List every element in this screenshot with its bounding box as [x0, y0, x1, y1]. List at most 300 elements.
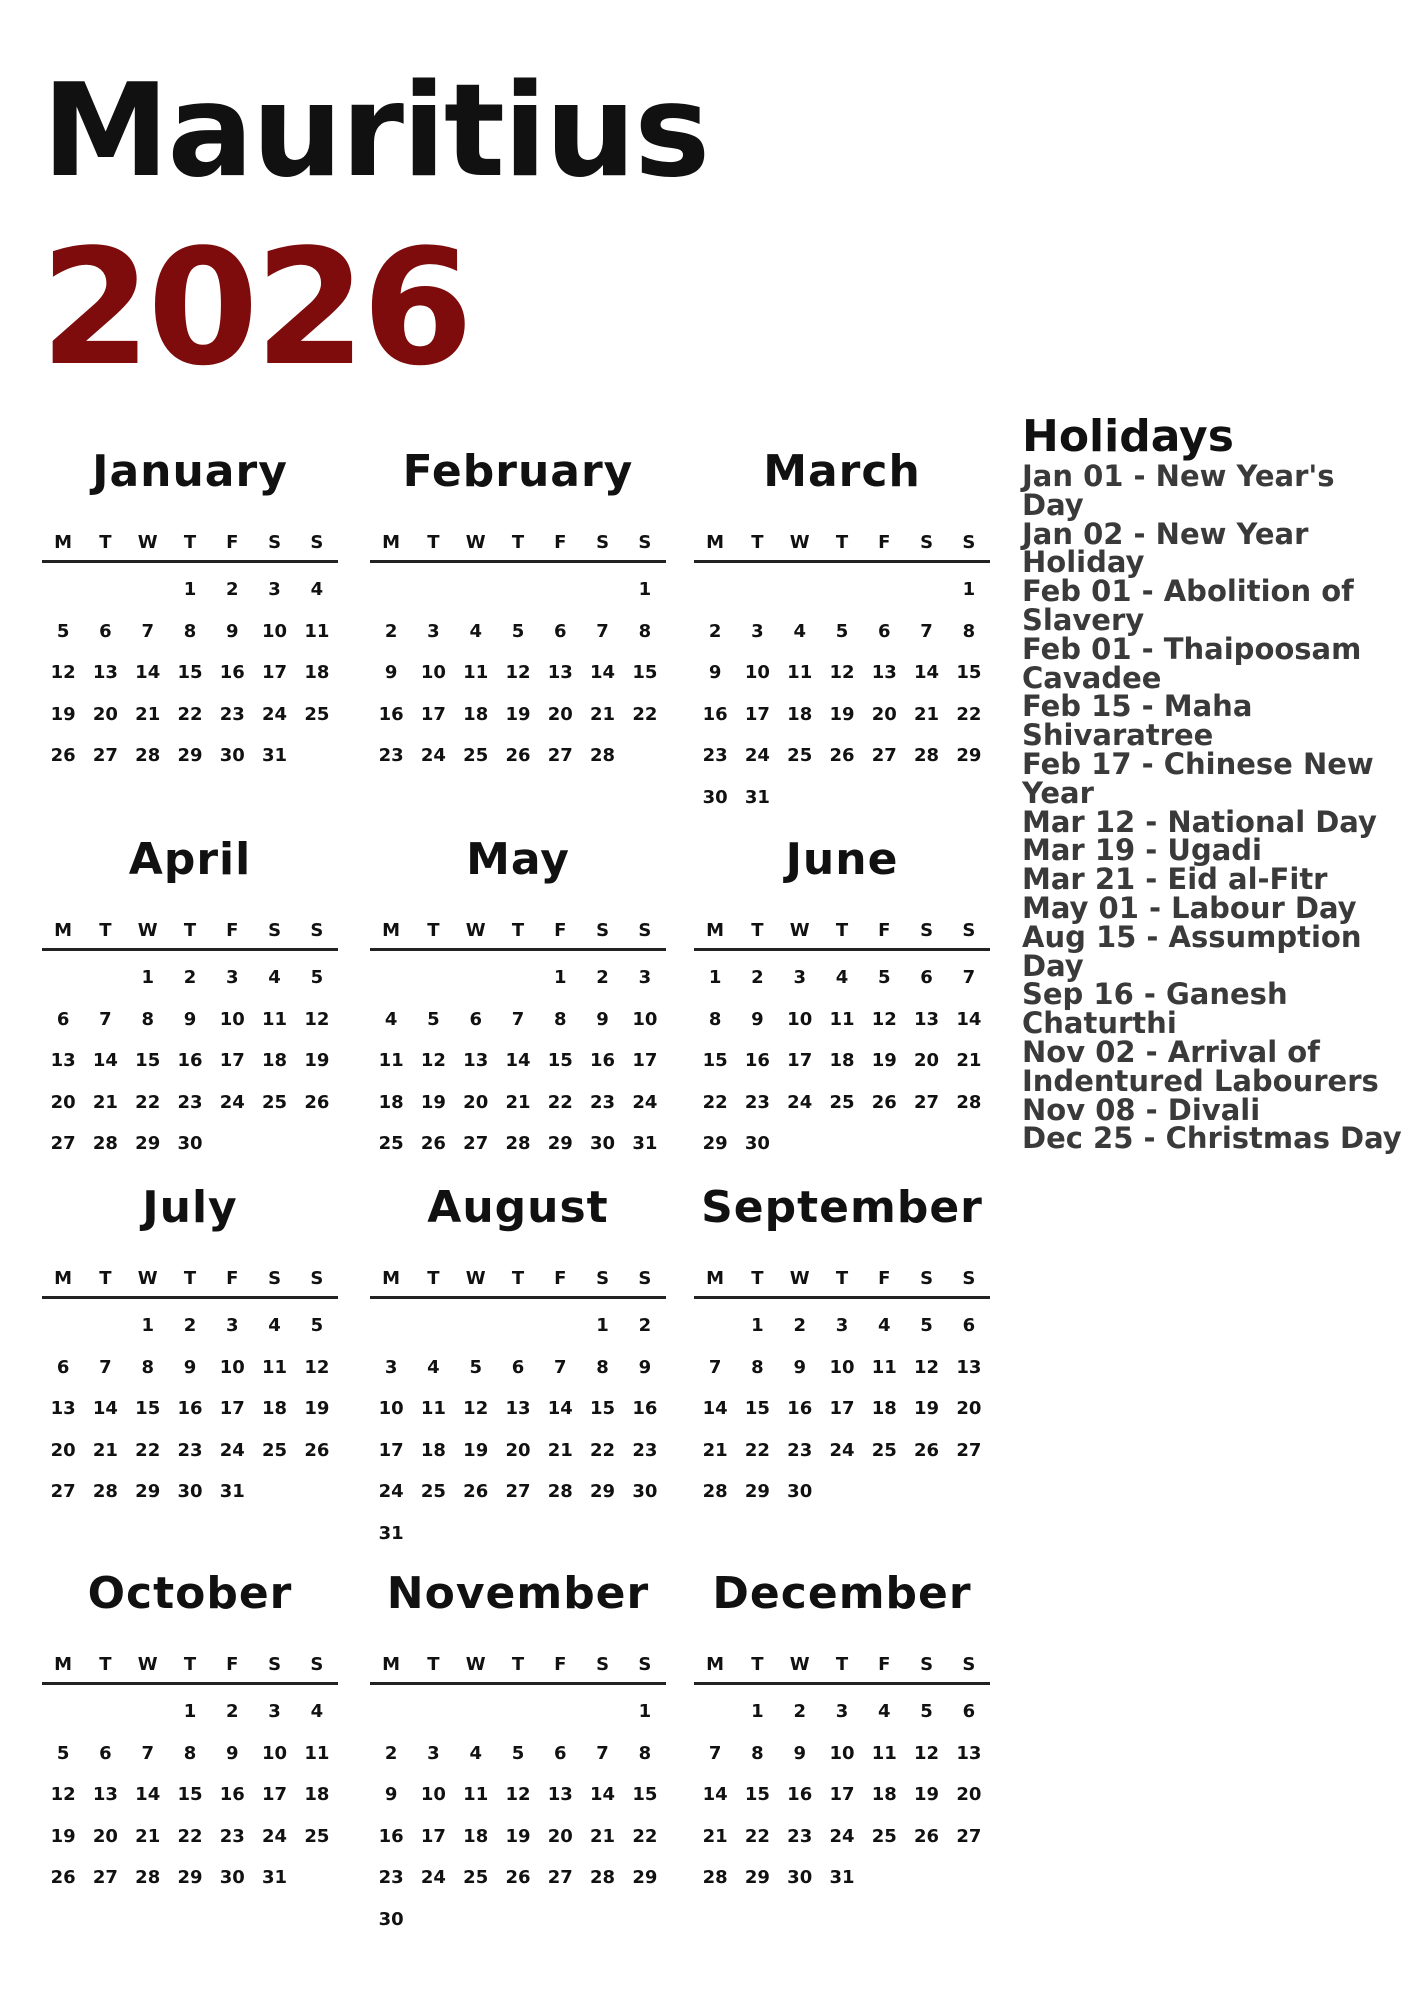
day-cell: 20 — [914, 1050, 940, 1071]
day-cell: 31 — [632, 1133, 658, 1154]
day-cell: 22 — [632, 703, 658, 725]
day-cell: 17 — [829, 1398, 855, 1419]
weekday-header: T — [511, 532, 525, 553]
day-cell: 8 — [638, 620, 652, 642]
day-grid — [370, 1305, 666, 1554]
day-cell: 29 — [590, 1481, 616, 1502]
day-cell: 25 — [262, 1091, 288, 1113]
weekday-header: S — [638, 920, 652, 941]
day-cell: 12 — [304, 1008, 330, 1030]
day-cell: 13 — [505, 1398, 531, 1419]
day-cell: 27 — [956, 1439, 982, 1461]
day-cell: 24 — [219, 1091, 245, 1113]
day-cell: 29 — [547, 1133, 573, 1154]
day-cell: 11 — [463, 1784, 489, 1805]
weekday-header: T — [183, 1268, 197, 1289]
day-cell: 5 — [835, 620, 849, 642]
day-grid — [42, 1305, 338, 1513]
day-cell: 6 — [878, 620, 891, 642]
empty-day-cell — [905, 569, 947, 611]
month-name: September — [701, 1182, 983, 1233]
weekday-header: S — [596, 920, 610, 941]
empty-day-cell — [370, 569, 412, 611]
day-cell: 18 — [262, 1050, 288, 1071]
day-cell: 8 — [596, 1356, 609, 1378]
weekday-header: W — [789, 532, 810, 553]
day-cell: 17 — [744, 703, 770, 725]
day-cell: 11 — [463, 662, 489, 683]
day-cell: 10 — [829, 1742, 855, 1764]
day-cell: 16 — [219, 1784, 245, 1805]
day-cell: 5 — [310, 967, 324, 988]
day-cell: 12 — [420, 1050, 446, 1071]
empty-day-cell — [497, 957, 539, 999]
day-cell: 13 — [92, 662, 118, 683]
day-cell: 27 — [463, 1133, 489, 1154]
day-cell: 3 — [226, 1315, 239, 1336]
weekday-header: T — [751, 1654, 764, 1675]
weekday-header: W — [137, 920, 158, 941]
day-cell: 10 — [420, 1784, 446, 1805]
day-cell: 24 — [829, 1439, 855, 1461]
day-cell: 25 — [378, 1133, 404, 1154]
day-cell: 12 — [463, 1398, 489, 1419]
day-cell: 5 — [920, 1315, 933, 1336]
day-cell: 7 — [99, 1356, 112, 1378]
day-cell: 21 — [956, 1050, 982, 1071]
day-cell: 25 — [420, 1481, 446, 1502]
day-cell: 16 — [787, 1398, 813, 1419]
day-cell: 11 — [262, 1008, 288, 1030]
month-name: January — [92, 446, 288, 497]
day-cell: 10 — [829, 1356, 855, 1378]
holiday-item: Mar 21 - Eid al-Fitr — [1022, 862, 1328, 897]
day-cell: 30 — [632, 1481, 658, 1502]
day-cell: 2 — [183, 1315, 197, 1336]
day-cell: 30 — [177, 1133, 203, 1154]
day-cell: 19 — [50, 703, 76, 725]
day-cell: 27 — [871, 745, 897, 766]
day-cell: 1 — [751, 1701, 764, 1722]
day-cell: 22 — [590, 1439, 616, 1461]
calendar-title: Mauritius — [42, 57, 709, 206]
day-cell: 28 — [135, 745, 161, 766]
day-cell: 22 — [177, 1825, 203, 1847]
holiday-item: Feb 01 - Thaipoosam Cavadee — [1022, 631, 1362, 695]
day-cell: 23 — [744, 1091, 770, 1113]
empty-day-cell — [581, 1691, 623, 1733]
day-cell: 8 — [638, 1742, 652, 1764]
day-cell: 25 — [262, 1439, 288, 1461]
day-cell: 11 — [378, 1050, 404, 1071]
day-cell: 14 — [590, 1784, 616, 1805]
day-cell: 18 — [787, 703, 813, 725]
day-cell: 23 — [177, 1439, 203, 1461]
day-cell: 10 — [378, 1398, 404, 1419]
day-cell: 6 — [56, 1356, 70, 1378]
day-cell: 12 — [914, 1742, 940, 1764]
holiday-item: Aug 15 - Assumption Day — [1022, 919, 1362, 983]
day-cell: 9 — [384, 662, 398, 683]
empty-day-cell — [539, 569, 581, 611]
weekday-header: T — [511, 1654, 525, 1675]
day-cell: 7 — [511, 1008, 525, 1030]
day-cell: 23 — [702, 745, 728, 766]
day-cell: 27 — [50, 1133, 76, 1154]
day-cell: 21 — [547, 1439, 573, 1461]
day-cell: 4 — [427, 1356, 440, 1378]
day-cell: 27 — [92, 745, 118, 766]
day-grid — [694, 957, 990, 1165]
weekday-header-row — [370, 1648, 666, 1685]
day-cell: 28 — [702, 1481, 728, 1502]
day-cell: 27 — [50, 1481, 76, 1502]
day-cell: 7 — [962, 967, 976, 988]
calendar-year: 2026 — [40, 214, 470, 401]
day-cell: 1 — [141, 967, 154, 988]
day-cell: 30 — [787, 1867, 813, 1888]
weekday-header-row — [694, 1262, 990, 1299]
day-cell: 24 — [262, 703, 288, 725]
empty-day-cell — [412, 1305, 454, 1347]
day-cell: 5 — [310, 1315, 324, 1336]
holidays-heading: Holidays — [1022, 411, 1234, 462]
day-cell: 8 — [751, 1356, 764, 1378]
day-cell: 12 — [505, 1784, 531, 1805]
weekday-header: S — [310, 532, 324, 553]
day-cell: 2 — [226, 579, 239, 600]
day-cell: 19 — [914, 1784, 940, 1805]
day-cell: 29 — [744, 1481, 770, 1502]
day-cell: 1 — [183, 579, 197, 600]
empty-day-cell — [84, 1691, 126, 1733]
weekday-header: M — [382, 532, 401, 553]
day-cell: 22 — [177, 703, 203, 725]
day-cell: 1 — [751, 1315, 764, 1336]
empty-day-cell — [736, 569, 778, 611]
day-cell: 6 — [56, 1008, 70, 1030]
day-cell: 31 — [262, 745, 288, 766]
day-cell: 23 — [219, 703, 245, 725]
day-cell: 3 — [835, 1315, 849, 1336]
holiday-item: Mar 19 - Ugadi — [1022, 833, 1262, 868]
day-cell: 29 — [956, 745, 982, 766]
day-cell: 8 — [751, 1742, 764, 1764]
day-cell: 30 — [702, 786, 728, 808]
day-cell: 10 — [219, 1356, 245, 1378]
day-cell: 17 — [219, 1050, 245, 1071]
day-cell: 20 — [92, 1825, 118, 1847]
day-cell: 29 — [702, 1133, 728, 1154]
day-cell: 6 — [554, 1742, 567, 1764]
day-cell: 30 — [787, 1481, 813, 1502]
weekday-header: S — [638, 532, 652, 553]
day-cell: 30 — [219, 745, 245, 766]
day-cell: 20 — [547, 703, 573, 725]
day-cell: 17 — [420, 1825, 446, 1847]
weekday-header: F — [878, 920, 891, 941]
day-cell: 14 — [135, 662, 161, 683]
day-cell: 4 — [835, 967, 849, 988]
day-cell: 14 — [914, 662, 940, 683]
day-grid — [42, 1691, 338, 1899]
empty-day-cell — [42, 569, 84, 611]
day-cell: 3 — [793, 967, 806, 988]
day-cell: 26 — [50, 1867, 76, 1888]
weekday-header: F — [554, 1654, 567, 1675]
weekday-header: S — [268, 920, 282, 941]
day-cell: 1 — [962, 579, 976, 600]
day-cell: 2 — [226, 1701, 239, 1722]
day-cell: 12 — [304, 1356, 330, 1378]
holidays-panel — [1022, 411, 1402, 1156]
day-cell: 7 — [554, 1356, 567, 1378]
day-cell: 13 — [956, 1356, 982, 1378]
day-cell: 21 — [590, 703, 616, 725]
weekday-header: F — [226, 532, 239, 553]
weekday-header: S — [638, 1654, 652, 1675]
weekday-header: T — [183, 1654, 197, 1675]
day-cell: 12 — [914, 1356, 940, 1378]
day-cell: 16 — [219, 662, 245, 683]
day-cell: 26 — [304, 1439, 330, 1461]
day-cell: 7 — [141, 620, 154, 642]
weekday-header: M — [382, 1268, 401, 1289]
month-name: May — [466, 834, 570, 885]
weekday-header: S — [920, 1268, 934, 1289]
day-cell: 21 — [914, 703, 940, 725]
day-cell: 5 — [56, 620, 70, 642]
day-cell: 1 — [141, 1315, 154, 1336]
day-cell: 27 — [914, 1091, 940, 1113]
day-cell: 20 — [92, 703, 118, 725]
weekday-header: T — [835, 1654, 849, 1675]
day-cell: 5 — [878, 967, 891, 988]
day-cell: 29 — [135, 1481, 161, 1502]
day-cell: 10 — [744, 662, 770, 683]
day-cell: 2 — [183, 967, 197, 988]
day-cell: 25 — [871, 1825, 897, 1847]
day-cell: 14 — [590, 662, 616, 683]
weekday-header: M — [706, 920, 725, 941]
weekday-header: T — [751, 1268, 764, 1289]
empty-day-cell — [694, 569, 736, 611]
day-cell: 25 — [463, 745, 489, 766]
weekday-header: T — [427, 920, 440, 941]
day-cell: 19 — [829, 703, 855, 725]
day-cell: 16 — [378, 1825, 404, 1847]
day-cell: 2 — [708, 620, 722, 642]
weekday-header: S — [920, 1654, 934, 1675]
day-cell: 17 — [420, 703, 446, 725]
weekday-header: T — [99, 532, 112, 553]
day-grid — [694, 1691, 990, 1899]
day-cell: 14 — [135, 1784, 161, 1805]
weekday-header: S — [638, 1268, 652, 1289]
day-cell: 7 — [708, 1356, 722, 1378]
day-cell: 29 — [632, 1867, 658, 1888]
day-cell: 28 — [590, 1867, 616, 1888]
month-name: October — [87, 1568, 293, 1619]
month-may — [370, 832, 666, 1165]
day-cell: 31 — [262, 1867, 288, 1888]
empty-day-cell — [42, 957, 84, 999]
day-cell: 20 — [547, 1825, 573, 1847]
empty-day-cell — [539, 1305, 581, 1347]
weekday-header: S — [268, 1654, 282, 1675]
day-cell: 2 — [638, 1315, 652, 1336]
day-cell: 15 — [744, 1398, 770, 1419]
weekday-header: F — [554, 532, 567, 553]
holiday-item: Feb 01 - Abolition of Slavery — [1022, 574, 1354, 637]
day-cell: 15 — [956, 662, 982, 683]
day-cell: 28 — [590, 745, 616, 766]
day-cell: 21 — [135, 1825, 161, 1847]
weekday-header: T — [835, 532, 849, 553]
day-cell: 15 — [135, 1050, 161, 1071]
day-cell: 24 — [787, 1091, 813, 1113]
day-cell: 6 — [469, 1008, 482, 1030]
month-name: June — [785, 834, 899, 885]
weekday-header: T — [511, 1268, 525, 1289]
day-cell: 14 — [505, 1050, 531, 1071]
day-cell: 7 — [141, 1742, 154, 1764]
day-cell: 10 — [262, 1742, 288, 1764]
weekday-header: M — [54, 1268, 73, 1289]
day-cell: 5 — [469, 1356, 482, 1378]
empty-day-cell — [412, 569, 454, 611]
day-cell: 21 — [505, 1091, 531, 1113]
month-june — [694, 832, 990, 1165]
day-cell: 16 — [177, 1050, 203, 1071]
weekday-header: T — [427, 532, 440, 553]
day-cell: 9 — [793, 1356, 806, 1378]
day-cell: 3 — [268, 579, 281, 600]
day-cell: 9 — [638, 1356, 652, 1378]
day-cell: 16 — [632, 1398, 658, 1419]
month-name: November — [386, 1568, 650, 1619]
weekday-header: S — [962, 532, 976, 553]
day-cell: 1 — [596, 1315, 609, 1336]
day-cell: 23 — [219, 1825, 245, 1847]
day-cell: 1 — [708, 967, 722, 988]
weekday-header: S — [920, 532, 934, 553]
holiday-item: Jan 01 - New Year's Day — [1022, 459, 1335, 522]
day-grid — [42, 957, 338, 1165]
day-cell: 16 — [590, 1050, 616, 1071]
day-cell: 3 — [835, 1701, 849, 1722]
month-name: December — [712, 1568, 972, 1619]
day-cell: 6 — [920, 967, 933, 988]
weekday-header: W — [789, 920, 810, 941]
day-cell: 4 — [793, 620, 806, 642]
empty-day-cell — [42, 1691, 84, 1733]
day-cell: 8 — [962, 620, 976, 642]
day-cell: 24 — [744, 745, 770, 766]
weekday-header: T — [511, 920, 525, 941]
day-cell: 1 — [638, 579, 652, 600]
weekday-header: T — [99, 1654, 112, 1675]
empty-day-cell — [127, 1691, 169, 1733]
day-cell: 10 — [787, 1008, 813, 1030]
weekday-header: T — [427, 1268, 440, 1289]
day-cell: 7 — [99, 1008, 112, 1030]
holiday-item: Mar 12 - National Day — [1022, 804, 1377, 839]
day-cell: 3 — [427, 1742, 440, 1764]
day-cell: 9 — [384, 1784, 398, 1805]
day-cell: 10 — [632, 1008, 658, 1030]
day-cell: 14 — [956, 1008, 982, 1030]
day-cell: 8 — [183, 620, 197, 642]
empty-day-cell — [127, 569, 169, 611]
day-grid — [694, 569, 990, 818]
weekday-header: M — [706, 532, 725, 553]
day-cell: 7 — [708, 1742, 722, 1764]
day-cell: 1 — [183, 1701, 197, 1722]
weekday-header: M — [382, 920, 401, 941]
day-cell: 11 — [420, 1398, 446, 1419]
day-cell: 6 — [511, 1356, 525, 1378]
day-cell: 3 — [268, 1701, 281, 1722]
weekday-header-row — [370, 914, 666, 951]
day-cell: 17 — [632, 1050, 658, 1071]
day-cell: 23 — [787, 1825, 813, 1847]
day-cell: 22 — [956, 703, 982, 725]
day-cell: 26 — [463, 1481, 489, 1502]
empty-day-cell — [84, 569, 126, 611]
day-cell: 14 — [702, 1398, 728, 1419]
day-cell: 14 — [547, 1398, 573, 1419]
day-cell: 27 — [505, 1481, 531, 1502]
weekday-header: T — [99, 1268, 112, 1289]
day-cell: 12 — [50, 1784, 76, 1805]
weekday-header: W — [137, 1268, 158, 1289]
weekday-header-row — [694, 1648, 990, 1685]
day-cell: 13 — [547, 662, 573, 683]
day-cell: 31 — [744, 786, 770, 808]
day-cell: 19 — [304, 1050, 330, 1071]
empty-day-cell — [779, 569, 821, 611]
day-cell: 9 — [226, 620, 239, 642]
day-cell: 22 — [744, 1825, 770, 1847]
day-cell: 18 — [871, 1784, 897, 1805]
empty-day-cell — [455, 569, 497, 611]
month-april — [42, 832, 338, 1165]
day-cell: 20 — [956, 1398, 982, 1419]
weekday-header: F — [554, 1268, 567, 1289]
day-cell: 24 — [420, 1867, 446, 1888]
day-cell: 16 — [702, 703, 728, 725]
day-cell: 9 — [183, 1356, 197, 1378]
empty-day-cell — [84, 1305, 126, 1347]
day-cell: 23 — [378, 745, 404, 766]
day-cell: 2 — [751, 967, 764, 988]
day-cell: 2 — [793, 1315, 806, 1336]
day-cell: 13 — [50, 1050, 76, 1071]
day-cell: 26 — [505, 1867, 531, 1888]
day-cell: 15 — [177, 662, 203, 683]
day-cell: 29 — [744, 1867, 770, 1888]
day-cell: 24 — [829, 1825, 855, 1847]
weekday-header: M — [54, 532, 73, 553]
day-cell: 6 — [99, 1742, 112, 1764]
day-cell: 2 — [596, 967, 609, 988]
weekday-header: F — [878, 1654, 891, 1675]
holiday-item: Feb 17 - Chinese New Year — [1022, 746, 1374, 810]
day-cell: 22 — [135, 1091, 161, 1113]
weekday-header: W — [465, 1268, 486, 1289]
day-cell: 1 — [638, 1701, 652, 1722]
